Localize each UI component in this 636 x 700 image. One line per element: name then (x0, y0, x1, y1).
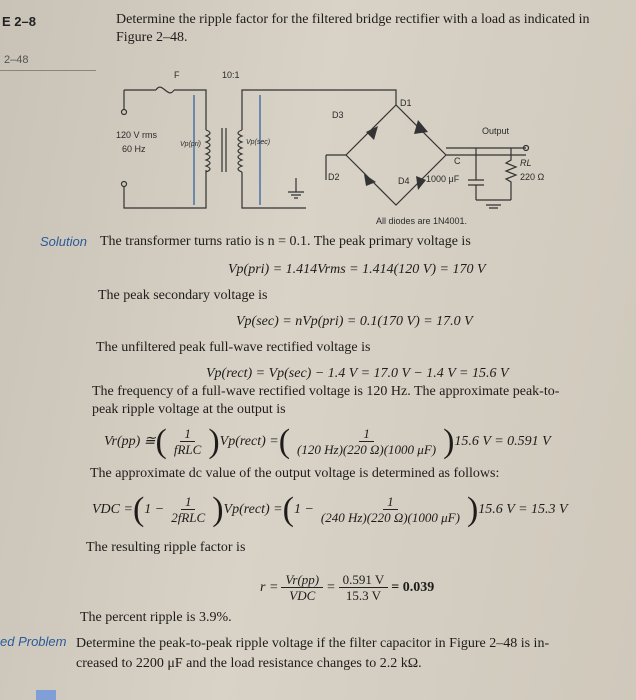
vsec-label: Vp(sec) (246, 139, 271, 146)
eq5-num: 1 (181, 494, 196, 510)
load-resistor-value: 220 Ω (520, 172, 545, 182)
eq5-one2: 1 − (293, 501, 314, 517)
d3-label: D3 (332, 110, 344, 120)
figure-rule (0, 70, 96, 71)
vpri-label: Vp(pri) (180, 141, 202, 148)
source-voltage-label: 120 V rms (116, 130, 158, 140)
eq4-rhs: 15.6 V = 0.591 V (454, 433, 551, 449)
fuse-label: F (174, 70, 180, 80)
eq6-lhs: r = (260, 579, 279, 595)
diode-note: All diodes are 1N4001. (376, 216, 468, 226)
solution-label: Solution (40, 234, 87, 249)
bridge-rectifier-schematic (96, 60, 592, 230)
equation-peak-secondary: Vp(sec) = nVp(pri) = 0.1(170 V) = 17.0 V (236, 314, 473, 329)
solution-line4b: peak ripple voltage at the output is (92, 402, 286, 417)
example-question-line2: Figure 2–48. (116, 30, 188, 45)
eq6-den2: 15.3 V (345, 588, 381, 603)
related-problem-line1: Determine the peak-to-peak ripple voltage if the filter capacitor in Figure 2–48 is in- (76, 636, 550, 651)
eq5-one: 1 − (144, 501, 165, 517)
load-resistor-label: RL (520, 158, 532, 168)
solution-line3: The unfiltered peak full-wave rectified voltage is (96, 340, 371, 355)
eq4-lhs: Vr(pp) ≅ (104, 434, 156, 449)
eq4-den: fRLC (173, 442, 202, 457)
ratio-label: 10:1 (222, 70, 240, 80)
eq6-rhs: = 0.039 (391, 579, 435, 595)
eq4-mid: Vp(rect) = (219, 433, 279, 449)
figure-number: 2–48 (4, 54, 29, 66)
eq6-num: Vr(pp) (281, 572, 323, 588)
related-problem-line2: creased to 2200 μF and the load resistance changes to 2.2 kΩ. (76, 656, 422, 671)
solution-line2: The peak secondary voltage is (98, 288, 268, 303)
solution-line4a: The frequency of a full-wave rectified voltage is 120 Hz. The approximate peak-to- (92, 384, 560, 399)
eq4-num2: 1 (359, 426, 374, 442)
solution-line7: The percent ripple is 3.9%. (80, 610, 232, 625)
eq5-rhs: 15.6 V = 15.3 V (478, 501, 568, 517)
eq4-den2: (120 Hz)(220 Ω)(1000 μF) (297, 442, 437, 457)
eq5-den: 2fRLC (171, 510, 206, 525)
equation-ripple-factor: r = $\frac{Vr(pp)}{\text{VDC}}$ = $\frac{0.591 V}{15.3 V}$ = 0.039 (260, 572, 435, 603)
solution-line6: The resulting ripple factor is (86, 540, 246, 555)
eq5-den2: (240 Hz)(220 Ω)(1000 μF) (320, 510, 460, 525)
capacitor-label: C (454, 156, 461, 166)
eq6-den: VDC (289, 588, 316, 603)
output-label: Output (482, 126, 510, 136)
eq5-num2: 1 (383, 494, 398, 510)
circuit-figure (96, 60, 592, 230)
d2-label: D2 (328, 172, 340, 182)
example-number: E 2–8 (2, 14, 36, 29)
source-frequency-label: 60 Hz (122, 144, 146, 154)
capacitor-value: 1000 μF (426, 174, 460, 184)
eq5-mid: Vp(rect) = (223, 501, 283, 517)
equation-ripple-voltage: Vr(pp) ≅ ( $\frac{1}{\text{fRLC}}$ ) Vp(rect) = ( $\frac{1}{(120 Hz)(220 \Omega)(1000 \mu F)}$ ) 15.6 V = 0.591 V (104, 422, 551, 460)
eq5-lhs: VDC = (92, 501, 133, 517)
equation-dc-voltage: VDC = ( 1 − $\frac{1}{\text{2fRLC}}$ ) Vp(rect) = ( 1 − $\frac{1}{(240 Hz)(220 \Omega)(1000 \mu F)}$ ) 15.6 V = 15.3 V (92, 490, 568, 528)
solution-line5: The approximate dc value of the output voltage is determined as follows: (90, 466, 500, 481)
d1-label: D1 (400, 98, 412, 108)
example-question-line1: Determine the ripple factor for the filtered bridge rectifier with a load as indicated in (116, 12, 590, 27)
related-problem-label: ed Problem (0, 634, 67, 649)
equation-peak-rectified: Vp(rect) = Vp(sec) − 1.4 V = 17.0 V − 1.4 V = 15.6 V (206, 366, 509, 381)
bottom-tab-marker (36, 690, 56, 700)
d4-label: D4 (398, 176, 410, 186)
eq6-num2: 0.591 V (339, 572, 389, 588)
eq4-num: 1 (180, 426, 195, 442)
equation-peak-primary: Vp(pri) = 1.414Vrms = 1.414(120 V) = 170 V (228, 262, 486, 277)
solution-line1: The transformer turns ratio is n = 0.1. The peak primary voltage is (100, 234, 471, 249)
